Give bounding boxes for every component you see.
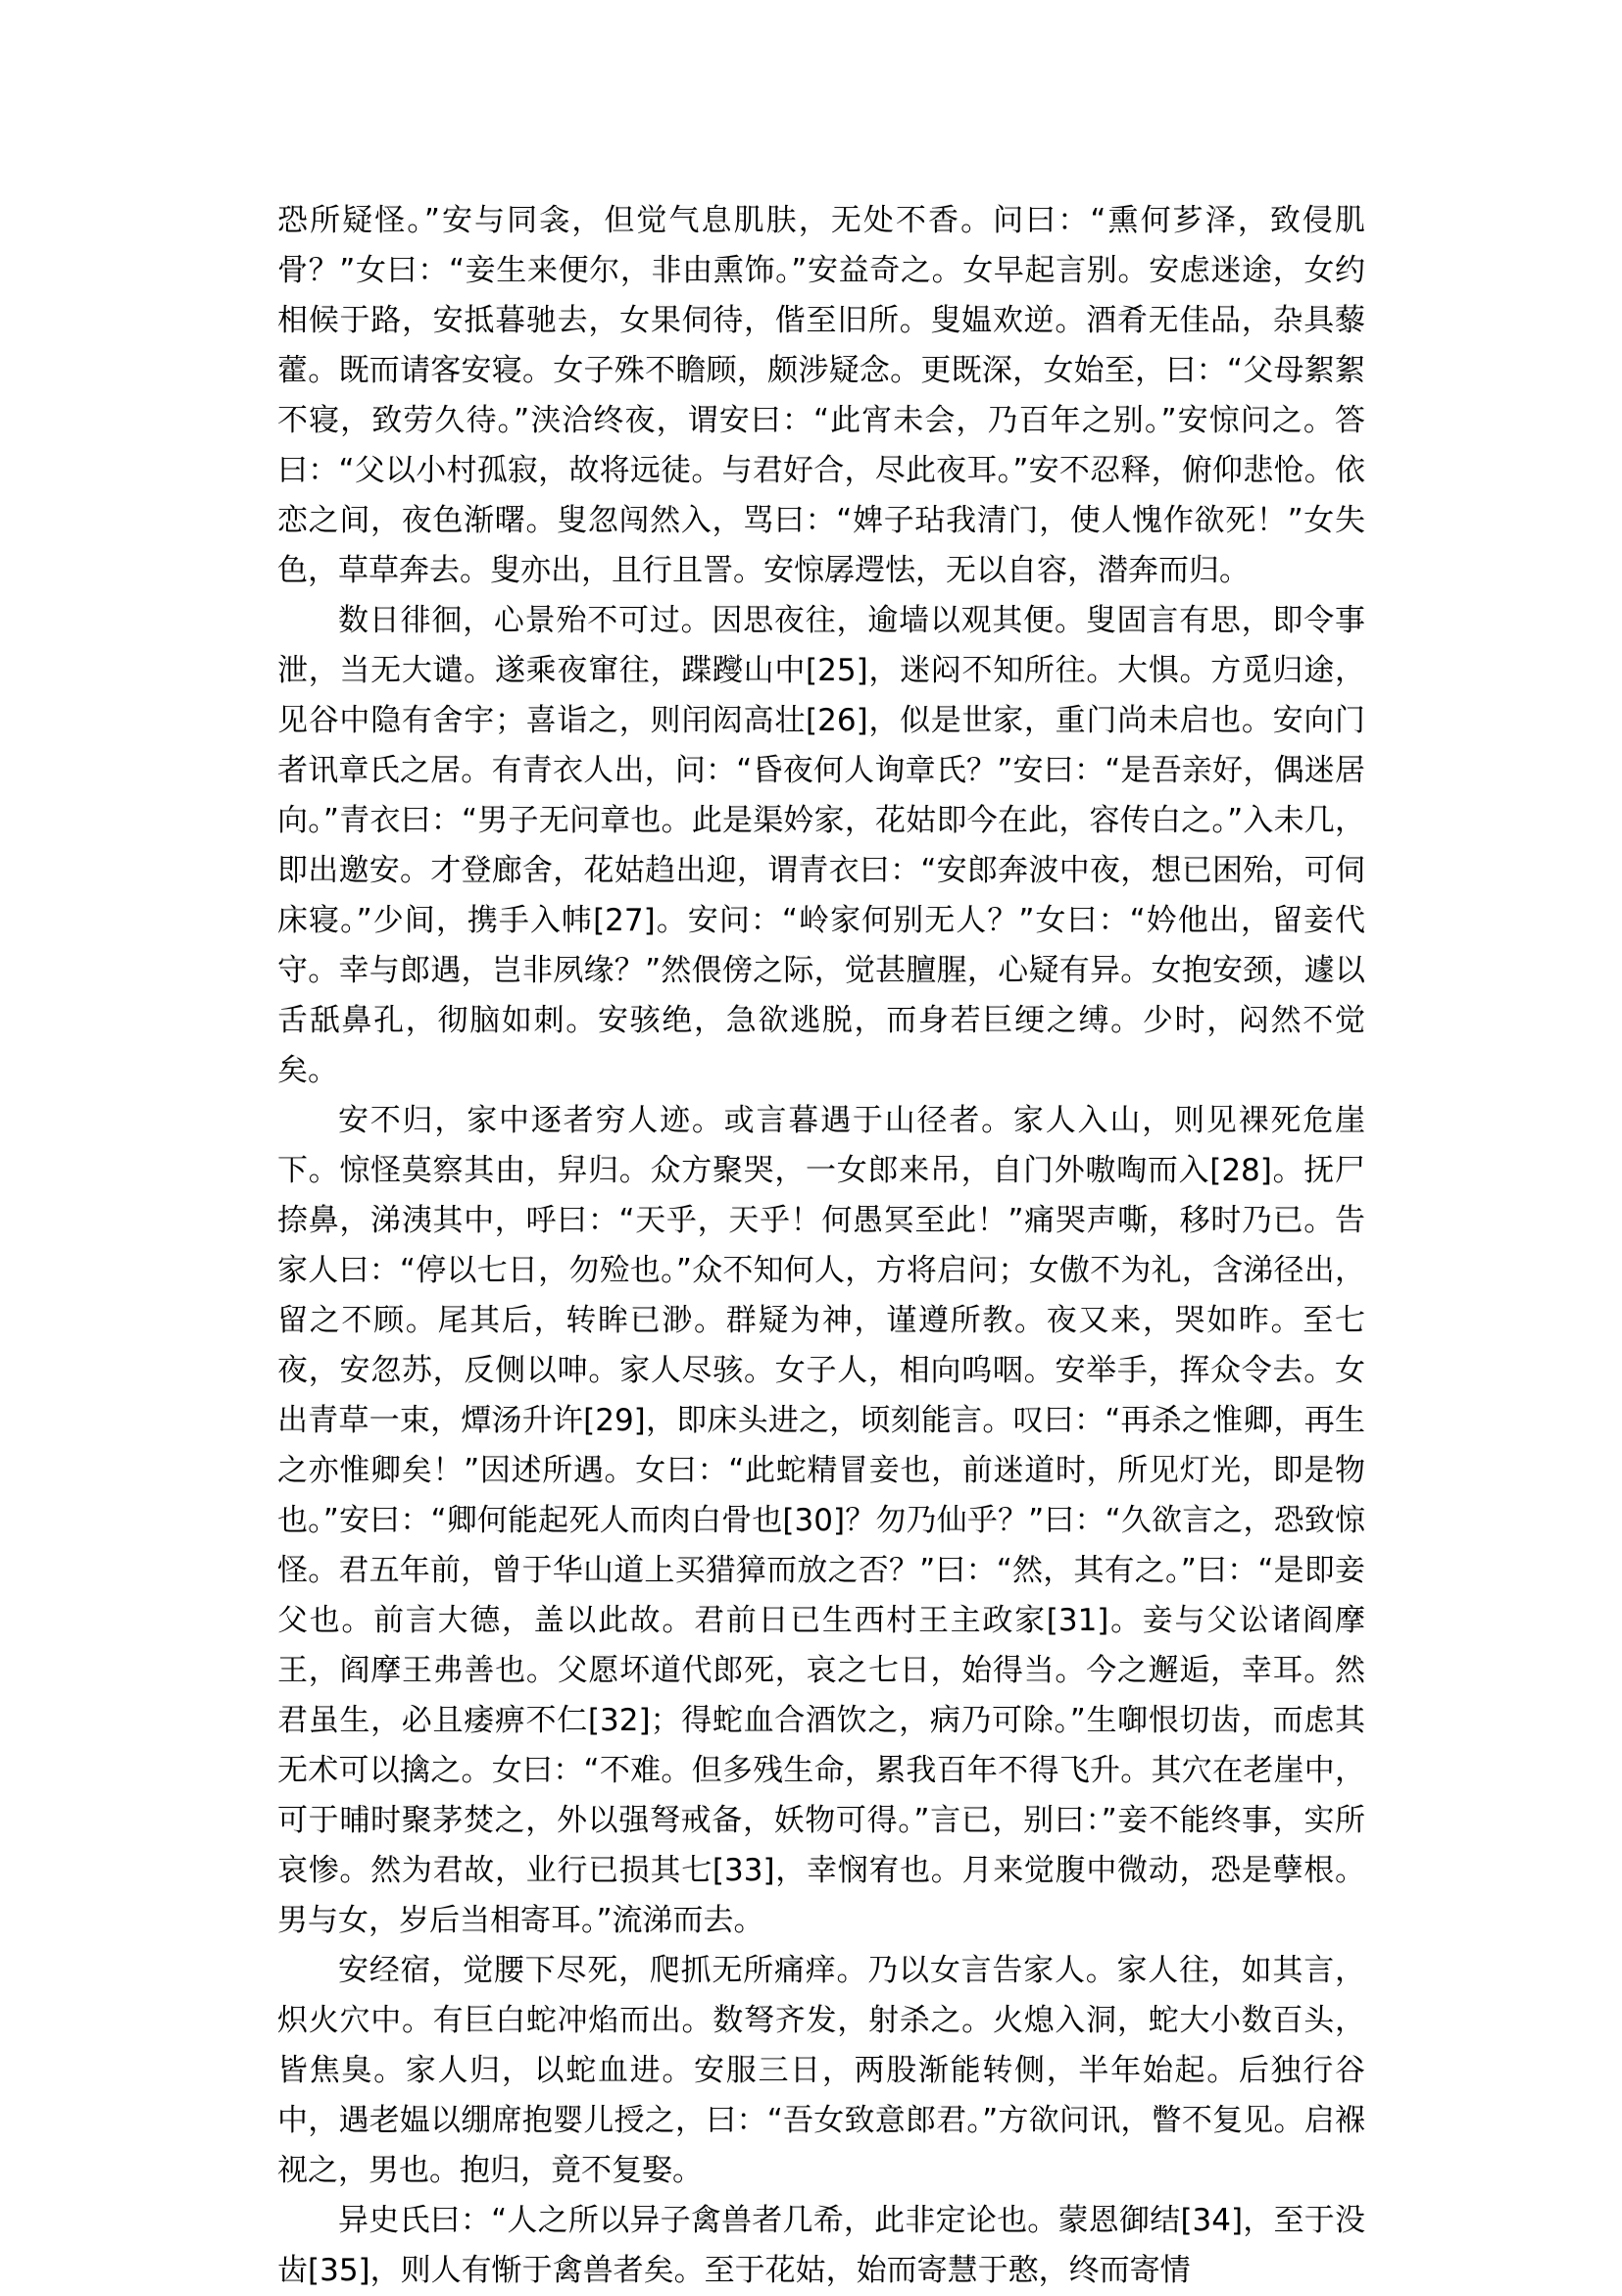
document-page <box>277 196 1365 2296</box>
paragraph-2: 数日徘徊，心景殆不可过。因思夜往，逾墙以观其便。叟固言有思，即令事泄，当无大谴。遂乘夜窜往，蹀躞山中[25]，迷闷不知所往。大惧。方觅归途，见谷中隐有舍宇；喜诣之，则闬闳高壮[26]，似是世家，重门尚未启也。安向门者讯章氏之居。有青衣人出，问：“昏夜何人询章氏？”安曰：“是吾亲好，偶迷居向。”青衣曰：“男子无问章也。此是渠妗家，花姑即今在此，容传白之。”入未几，即出邀安。才登廊舍，花姑趋出迎，谓青衣曰：“安郎奔波中夜，想已困殆，可伺床寝。”少间，携手入帏[27]。安问：“岭家何别无人？”女曰：“妗他出，留妾代守。幸与郎遇，岂非夙缘？”然偎傍之际，觉甚膻腥，心疑有异。女抱安颈，遽以舌舐鼻孔，彻脑如刺。安骇绝，急欲逃脱，而身若巨绠之缚。少时，闷然不觉矣。 <box>277 603 1365 1088</box>
paragraph-1: 恐所疑怪。”安与同衾，但觉气息肌肤，无处不香。问曰：“熏何芗泽，致侵肌骨？”女曰：“妾生来便尔，非由熏饰。”安益奇之。女早起言别。安虑迷途，女约相候于路，安抵暮驰去，女果伺待，偕至旧所。叟媪欢逆。酒肴无佳品，杂具藜藿。既而请客安寝。女子殊不瞻顾，颇涉疑念。更既深，女始至，曰：“父母絮絮不寝，致劳久待。”浃洽终夜，谓安曰：“此宵未会，乃百年之别。”安惊问之。答曰：“父以小村孤寂，故将远徒。与君好合，尽此夜耳。”安不忍释，俯仰悲怆。依恋之间，夜色渐曙。叟忽闯然入，骂曰：“婢子玷我清门，使人愧作欲死！”女失色，草草奔去。叟亦出，且行且詈。安惊孱遌怯，无以自容，潜奔而归。 <box>277 203 1365 588</box>
paragraph-4: 安经宿，觉腰下尽死，爬抓无所痛痒。乃以女言告家人。家人往，如其言，炽火穴中。有巨白蛇冲焰而出。数弩齐发，射杀之。火熄入洞，蛇大小数百头，皆焦臭。家人归，以蛇血进。安服三日，两股渐能转侧，半年始起。后独行谷中，遇老媪以绷席抱婴儿授之，曰：“吾女致意郎君。”方欲问讯，瞥不复见。启褓视之，男也。抱归，竟不复娶。 <box>277 1953 1365 2188</box>
paragraph-5: 异史氏曰：“人之所以异子禽兽者几希，此非定论也。蒙恩御结[34]，至于没齿[35]，则人有惭于禽兽者矣。至于花姑，始而寄慧于憨，终而寄情 <box>277 2203 1365 2288</box>
paragraph-3: 安不归，家中逐者穷人迹。或言暮遇于山径者。家人入山，则见裸死危崖下。惊怪莫察其由，舁归。众方聚哭，一女郎来吊，自门外嗷啕而入[28]。抚尸捺鼻，涕洟其中，呼曰：“天乎，天乎！何愚冥至此！”痛哭声嘶，移时乃已。告家人曰：“停以七日，勿殓也。”众不知何人，方将启问；女傲不为礼，含涕径出，留之不顾。尾其后，转眸已渺。群疑为神，谨遵所教。夜又来，哭如昨。至七夜，安忽苏，反侧以呻。家人尽骇。女子人，相向呜咽。安举手，挥众令去。女出青草一束，燂汤升许[29]，即床头进之，顷刻能言。叹曰：“再杀之惟卿，再生之亦惟卿矣！”因述所遇。女曰：“此蛇精冒妾也，前迷道时，所见灯光，即是物也。”安曰：“卿何能起死人而肉白骨也[30]？勿乃仙乎？”曰：“久欲言之，恐致惊怪。君五年前，曾于华山道上买猎獐而放之否？”曰：“然，其有之。”曰：“是即妾父也。前言大德，盖以此故。君前日已生西村王主政家[31]。妾与父讼诸阎摩王，阎摩王弗善也。父愿坏道代郎死，哀之七日，始得当。今之邂逅，幸耳。然君虽生，必且痿痹不仁[32]；得蛇血合酒饮之，病乃可除。”生啣恨切齿，而虑其无术可以擒之。女曰：“不难。但多残生命，累我百年不得飞升。其穴在老崖中，可于晡时聚茅焚之，外以强弩戒备，妖物可得。”言已，别曰：”妾不能终事，实所哀惨。然为君故，业行已损其七[33]，幸悯宥也。月来觉腹中微动，恐是孽根。男与女，岁后当相寄耳。”流涕而去。 <box>277 1103 1365 1938</box>
